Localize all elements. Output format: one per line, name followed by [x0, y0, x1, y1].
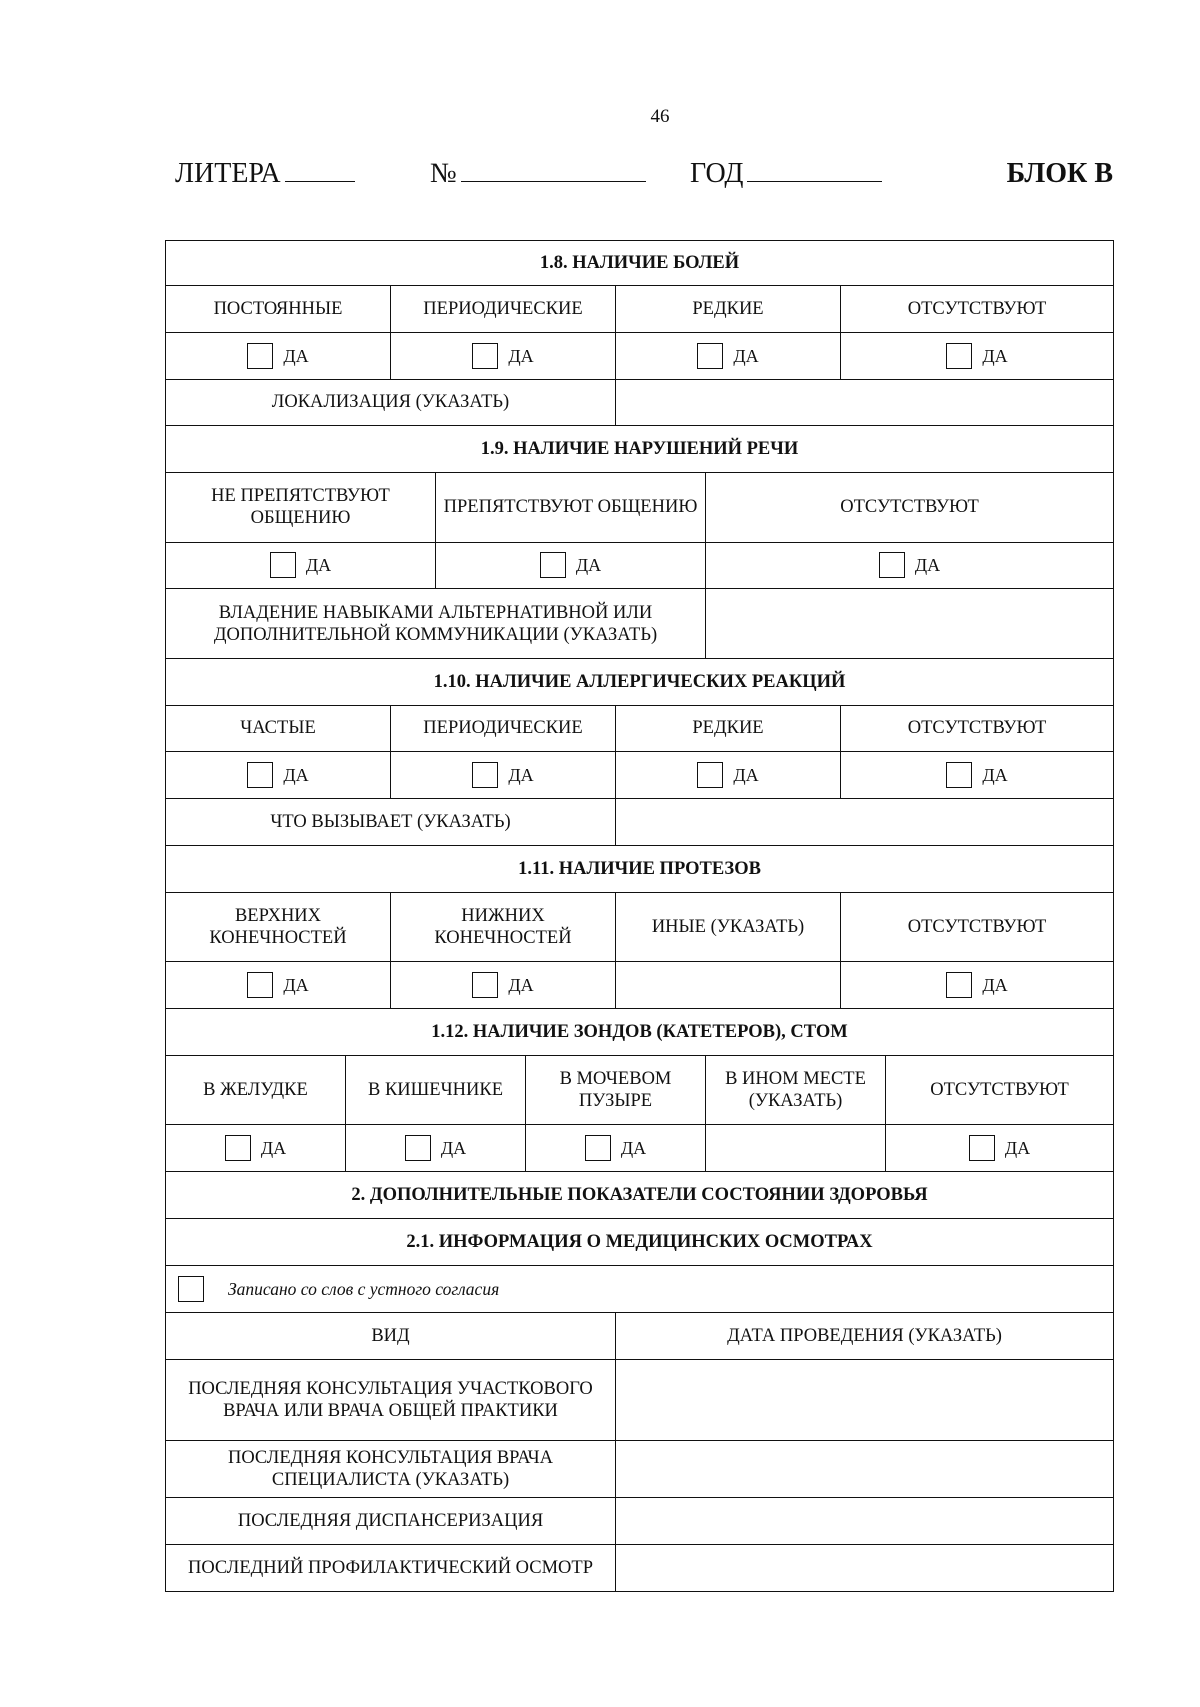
section-2-1-title: 2.1. ИНФОРМАЦИЯ О МЕДИЦИНСКИХ ОСМОТРАХ: [166, 1218, 1114, 1265]
year-label: ГОД: [690, 158, 744, 189]
consent-row: [166, 1265, 1114, 1312]
probe-bladder-yes: [526, 1125, 706, 1172]
number-line[interactable]: [461, 163, 646, 182]
section-1-12-title: 1.12. НАЛИЧИЕ ЗОНДОВ (КАТЕТЕРОВ), СТОМ: [166, 1009, 1114, 1056]
prosthesis-option-lower: НИЖНИХ КОНЕЧНОСТЕЙ: [391, 892, 616, 961]
exam-row-gp-label: ПОСЛЕДНЯЯ КОНСУЛЬТАЦИЯ УЧАСТКОВОГО ВРАЧА ИЛИ ВРАЧА ОБЩЕЙ ПРАКТИКИ: [166, 1359, 616, 1441]
allergy-option-frequent: ЧАСТЫЕ: [166, 705, 391, 752]
pain-option-rare: РЕДКИЕ: [616, 285, 841, 332]
allergy-frequent-yes: [166, 752, 391, 799]
checkbox[interactable]: [946, 762, 972, 788]
probe-option-absent: ОТСУТСТВУЮТ: [886, 1055, 1114, 1124]
allergy-option-rare: РЕДКИЕ: [616, 705, 841, 752]
probe-intestine-yes: [346, 1125, 526, 1172]
litera-label: ЛИТЕРА: [175, 158, 281, 189]
yes-label: ДА: [283, 975, 309, 996]
section-1-10-title: 1.10. НАЛИЧИЕ АЛЛЕРГИЧЕСКИХ РЕАКЦИЙ: [166, 658, 1114, 705]
yes-label: ДА: [440, 1138, 467, 1159]
consent-checkbox[interactable]: [178, 1276, 204, 1302]
pain-localization-label: ЛОКАЛИЗАЦИЯ (УКАЗАТЬ): [166, 379, 616, 426]
checkbox[interactable]: [697, 762, 723, 788]
yes-label: ДА: [982, 345, 1008, 366]
prosthesis-lower-yes: [391, 962, 616, 1009]
section-1-11-title: 1.11. НАЛИЧИЕ ПРОТЕЗОВ: [166, 846, 1114, 893]
prosthesis-other-input[interactable]: [616, 962, 841, 1009]
checkbox[interactable]: [540, 552, 566, 578]
checkbox[interactable]: [946, 972, 972, 998]
exam-row-preventive-date-input[interactable]: [616, 1544, 1114, 1591]
checkbox[interactable]: [472, 972, 498, 998]
yes-label: ДА: [620, 1138, 647, 1159]
probe-option-bladder: В МОЧЕВОМ ПУЗЫРЕ: [526, 1055, 706, 1124]
prosthesis-option-other: ИНЫЕ (УКАЗАТЬ): [616, 892, 841, 961]
year-line[interactable]: [747, 163, 882, 182]
yes-label: ДА: [260, 1138, 287, 1159]
probe-stomach-yes: [166, 1125, 346, 1172]
section-2-title: 2. ДОПОЛНИТЕЛЬНЫЕ ПОКАЗАТЕЛИ СОСТОЯНИИ ЗДОРОВЬЯ: [166, 1172, 1114, 1219]
number-label: №: [430, 158, 457, 189]
exam-row-specialist-date-input[interactable]: [616, 1441, 1114, 1498]
health-form-table: [165, 240, 1114, 1592]
prosthesis-absent-yes: [841, 962, 1114, 1009]
pain-option-absent: ОТСУТСТВУЮТ: [841, 285, 1114, 332]
speech-option-hinder: ПРЕПЯТСТВУЮТ ОБЩЕНИЮ: [436, 473, 706, 542]
block-label: БЛОК В: [1006, 158, 1113, 189]
speech-communication-input[interactable]: [706, 589, 1114, 658]
prosthesis-upper-yes: [166, 962, 391, 1009]
litera-field[interactable]: [175, 158, 355, 190]
yes-label: ДА: [305, 555, 332, 576]
checkbox[interactable]: [247, 972, 273, 998]
allergy-option-absent: ОТСУТСТВУЮТ: [841, 705, 1114, 752]
pain-option-constant: ПОСТОЯННЫЕ: [166, 285, 391, 332]
pain-absent-yes: [841, 332, 1114, 379]
checkbox[interactable]: [946, 343, 972, 369]
checkbox[interactable]: [247, 343, 273, 369]
exam-row-preventive-label: ПОСЛЕДНИЙ ПРОФИЛАКТИЧЕСКИЙ ОСМОТР: [166, 1544, 616, 1591]
checkbox[interactable]: [405, 1135, 431, 1161]
speech-absent-yes: [706, 542, 1114, 589]
pain-rare-yes: [616, 332, 841, 379]
allergy-option-periodic: ПЕРИОДИЧЕСКИЕ: [391, 705, 616, 752]
prosthesis-option-absent: ОТСУТСТВУЮТ: [841, 892, 1114, 961]
checkbox[interactable]: [472, 343, 498, 369]
yes-label: ДА: [575, 555, 602, 576]
yes-label: ДА: [508, 345, 534, 366]
allergy-absent-yes: [841, 752, 1114, 799]
yes-label: ДА: [283, 345, 309, 366]
exam-col-date: ДАТА ПРОВЕДЕНИЯ (УКАЗАТЬ): [616, 1312, 1114, 1359]
pain-periodic-yes: [391, 332, 616, 379]
consent-text: Записано со слов с устного согласия: [228, 1278, 500, 1299]
speech-option-not-hinder: НЕ ПРЕПЯТСТВУЮТ ОБЩЕНИЮ: [166, 473, 436, 542]
pain-constant-yes: [166, 332, 391, 379]
checkbox[interactable]: [697, 343, 723, 369]
yes-label: ДА: [733, 345, 759, 366]
checkbox[interactable]: [879, 552, 905, 578]
exam-row-specialist-label: ПОСЛЕДНЯЯ КОНСУЛЬТАЦИЯ ВРАЧА СПЕЦИАЛИСТА (УКАЗАТЬ): [166, 1441, 616, 1498]
checkbox[interactable]: [472, 762, 498, 788]
yes-label: ДА: [733, 765, 759, 786]
allergy-cause-label: ЧТО ВЫЗЫВАЕТ (УКАЗАТЬ): [166, 799, 616, 846]
probe-option-stomach: В ЖЕЛУДКЕ: [166, 1055, 346, 1124]
section-1-8-title: 1.8. НАЛИЧИЕ БОЛЕЙ: [166, 241, 1114, 286]
probe-option-other: В ИНОМ МЕСТЕ (УКАЗАТЬ): [706, 1055, 886, 1124]
yes-label: ДА: [982, 975, 1008, 996]
page-number: 46: [650, 106, 670, 127]
exam-row-gp-date-input[interactable]: [616, 1359, 1114, 1441]
pain-option-periodic: ПЕРИОДИЧЕСКИЕ: [391, 285, 616, 332]
checkbox[interactable]: [585, 1135, 611, 1161]
probe-option-intestine: В КИШЕЧНИКЕ: [346, 1055, 526, 1124]
checkbox[interactable]: [247, 762, 273, 788]
speech-not-hinder-yes: [166, 542, 436, 589]
yes-label: ДА: [982, 765, 1008, 786]
allergy-cause-input[interactable]: [616, 799, 1114, 846]
checkbox[interactable]: [969, 1135, 995, 1161]
number-field[interactable]: [430, 158, 646, 190]
yes-label: ДА: [508, 975, 534, 996]
year-field[interactable]: [690, 158, 882, 190]
section-1-9-title: 1.9. НАЛИЧИЕ НАРУШЕНИЙ РЕЧИ: [166, 426, 1114, 473]
speech-hinder-yes: [436, 542, 706, 589]
probe-other-input[interactable]: [706, 1125, 886, 1172]
pain-localization-input[interactable]: [616, 379, 1114, 426]
yes-label: ДА: [1004, 1138, 1031, 1159]
yes-label: ДА: [508, 765, 534, 786]
allergy-periodic-yes: [391, 752, 616, 799]
checkbox[interactable]: [270, 552, 296, 578]
allergy-rare-yes: [616, 752, 841, 799]
speech-option-absent: ОТСУТСТВУЮТ: [706, 473, 1114, 542]
exam-row-dispensary-date-input[interactable]: [616, 1498, 1114, 1545]
form-header: [175, 158, 1113, 204]
yes-label: ДА: [914, 555, 941, 576]
checkbox[interactable]: [225, 1135, 251, 1161]
prosthesis-option-upper: ВЕРХНИХ КОНЕЧНОСТЕЙ: [166, 892, 391, 961]
speech-communication-label: ВЛАДЕНИЕ НАВЫКАМИ АЛЬТЕРНАТИВНОЙ ИЛИ ДОПОЛНИТЕЛЬНОЙ КОММУНИКАЦИИ (УКАЗАТЬ): [166, 589, 706, 658]
litera-line[interactable]: [285, 163, 355, 182]
probe-absent-yes: [886, 1125, 1114, 1172]
yes-label: ДА: [283, 765, 309, 786]
exam-col-type: ВИД: [166, 1312, 616, 1359]
exam-row-dispensary-label: ПОСЛЕДНЯЯ ДИСПАНСЕРИЗАЦИЯ: [166, 1498, 616, 1545]
